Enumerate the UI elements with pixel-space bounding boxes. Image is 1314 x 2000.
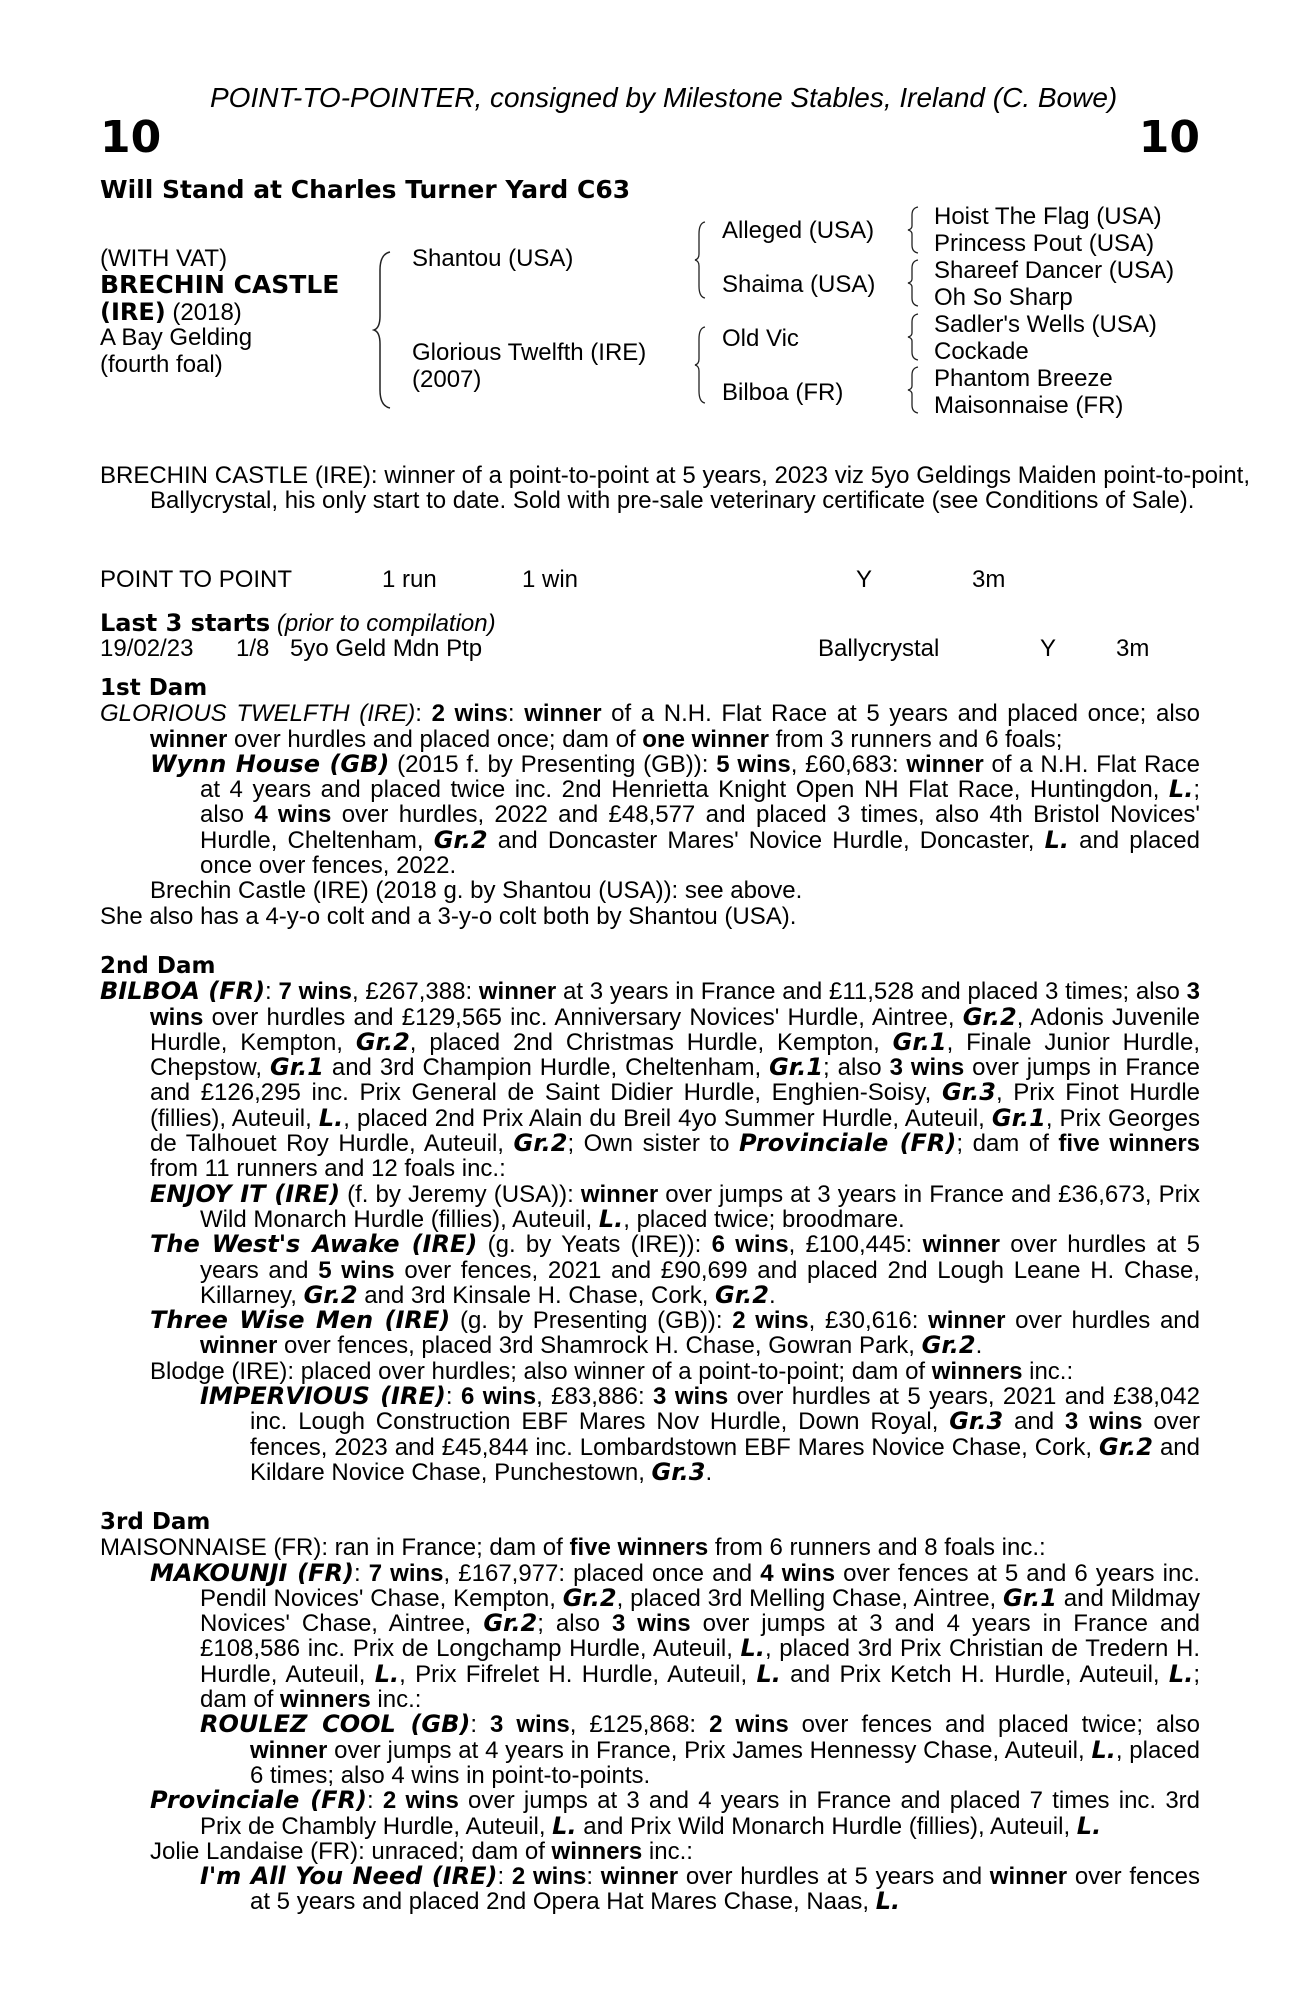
vat-label: (WITH VAT) [100, 245, 228, 272]
stand-location: Will Stand at Charles Turner Yard C63 [100, 175, 631, 204]
gen2-dam-sire: Old Vic [722, 325, 799, 352]
dam-year: (2007) [412, 366, 482, 393]
progeny-provinciale: Provinciale (FR): 2 wins over jumps at 3 and 4 years in France and placed 7 times inc. 3rd Prix de Chambly Hurdle, Auteuil, L. and Prix Wild Monarch Hurdle (fillies), Auteuil, L. [150, 1786, 1201, 1840]
progeny-jolie-landaise: Jolie Landaise (FR): unraced; dam of winners inc.: [150, 1837, 693, 1865]
start-going: Y [1040, 635, 1057, 662]
gen2-brace-top [693, 220, 707, 300]
lot-number-right: 10 [1138, 112, 1200, 163]
record-distance: 3m [972, 566, 1006, 593]
last-starts-heading: Last 3 starts (prior to compilation) [100, 609, 496, 637]
gen3-8: Maisonnaise (FR) [934, 392, 1124, 419]
first-dam-section [100, 676, 1200, 929]
gen2-dam-dam: Bilboa (FR) [722, 379, 844, 406]
second-dam-text: BILBOA (FR): 7 wins, £267,388: winner at 3 years in France and £11,528 and placed 3 times; also 3 wins over hurdles and £129,565 inc. Anniversary Novices' Hurdle, Aintree, Gr.2, Adonis Juvenile Hurdle, Kempton, Gr.2, placed 2nd Christmas Hurdle, Kempton, Gr.1, Finale Junior Hurdle, Chepstow, Gr.1 and 3rd Champion Hurdle, Cheltenham, Gr.1; also 3 wins over jumps in France and £126,295 inc. Prix General de Saint Didier Hurdle, Enghien-Soisy, Gr.3, Prix Finot Hurdle (fillies), Auteuil, L., placed 2nd Prix Alain du Breil 4yo Summer Hurdle, Auteuil, Gr.1, Prix Georges de Talhouet Roy Hurdle, Auteuil, Gr.2; Own sister to Provinciale (FR); dam of five winners from 11 runners and 12 foals inc.: [100, 977, 1201, 1183]
progeny-roulez-cool: ROULEZ COOL (GB): 3 wins, £125,868: 2 wins over fences and placed twice; also winner over jumps at 4 years in France, Prix James Hennessy Chase, Auteuil, L., placed 6 times; also 4 wins in point-to-points. [200, 1710, 1201, 1789]
gen2-brace-bottom [693, 325, 707, 405]
gen3-brace-3 [906, 312, 920, 362]
gen3-1: Hoist The Flag (USA) [934, 203, 1162, 230]
gen3-2: Princess Pout (USA) [934, 230, 1155, 257]
dam-name: Glorious Twelfth (IRE) [412, 339, 647, 366]
first-dam-text: GLORIOUS TWELFTH (IRE): 2 wins: winner of a N.H. Flat Race at 5 years and placed once; also winner over hurdles and placed once; dam of one winner from 3 runners and 6 foals; [100, 700, 1201, 753]
sire-name: Shantou (USA) [412, 245, 574, 272]
gen3-brace-2 [906, 258, 920, 308]
gen3-brace-1 [906, 205, 920, 255]
gen3-7: Phantom Breeze [934, 365, 1113, 392]
first-dam-note: She also has a 4-y-o colt and a 3-y-o colt both by Shantou (USA). [100, 902, 797, 930]
progeny-three-wise-men: Three Wise Men (IRE) (g. by Presenting (GB)): 2 wins, £30,616: winner over hurdles and winner over fences, placed 3rd Shamrock H. Chase, Gowran Park, Gr.2. [150, 1306, 1200, 1360]
gen2-sire-sire: Alleged (USA) [722, 217, 875, 244]
lot-number-left: 10 [100, 112, 162, 163]
progeny-makounji: MAKOUNJI (FR): 7 wins, £167,977: placed once and 4 wins over fences at 5 and 6 years inc. Pendil Novices' Chase, Kempton, Gr.2, placed 3rd Melling Chase, Aintree, Gr.1 and Mildmay Novices' Chase, Aintree, Gr.2; also 3 wins over jumps at 3 and 4 years in France and £108,586 inc. Prix de Longchamp Hurdle, Auteuil, L., placed 3rd Prix Christian de Tredern H. Hurdle, Auteuil, L., Prix Fifrelet H. Hurdle, Auteuil, L. and Prix Ketch H. Hurdle, Auteuil, L.; dam of winners inc.: [150, 1558, 1201, 1714]
foal-number: (fourth foal) [100, 351, 223, 378]
horse-summary: BRECHIN CASTLE (IRE): winner of a point-to-point at 5 years, 2023 viz 5yo Geldings Maiden point-to-point, Ballycrystal, his only start to date. Sold with pre-sale veterinary certificate (see Conditions of Sale). [100, 462, 1250, 515]
horse-name-line2: (IRE) (2018) [100, 298, 242, 326]
progeny-wests-awake: The West's Awake (IRE) (g. by Yeats (IRE)): 6 wins, £100,445: winner over hurdles at 5 years and 5 wins over fences, 2021 and £90,699 and placed 2nd Lough Leane H. Chase, Killarney, Gr.2 and 3rd Kinsale H. Chase, Cork, Gr.2. [150, 1230, 1201, 1309]
start-course: Ballycrystal [818, 635, 940, 662]
gen3-5: Sadler's Wells (USA) [934, 311, 1157, 338]
gen3-3: Shareef Dancer (USA) [934, 257, 1175, 284]
start-race: 5yo Geld Mdn Ptp [290, 635, 483, 662]
consignment-line: POINT-TO-POINTER, consigned by Milestone Stables, Ireland (C. Bowe) [210, 82, 1118, 113]
second-dam-section [100, 954, 1200, 1485]
progeny-impervious: IMPERVIOUS (IRE): 6 wins, £83,886: 3 wins over hurdles at 5 years, 2021 and £38,042 inc. Lough Construction EBF Mares Nov Hurdle, Down Royal, Gr.3 and 3 wins over fences, 2023 and £45,844 inc. Lombardstown EBF Mares Novice Chase, Cork, Gr.2 and Kildare Novice Chase, Punchestown, Gr.3. [200, 1382, 1201, 1486]
gen3-6: Cockade [934, 338, 1029, 365]
record-wins: 1 win [522, 566, 579, 593]
record-going: Y [856, 566, 873, 593]
record-runs: 1 run [382, 566, 437, 593]
third-dam-text: MAISONNAISE (FR): ran in France; dam of five winners from 6 runners and 8 foals inc.: [100, 1534, 1046, 1562]
pedigree-brace [372, 250, 392, 410]
horse-name: BRECHIN CASTLE [100, 270, 340, 299]
progeny-im-all-you-need: I'm All You Need (IRE): 2 wins: winner over hurdles at 5 years and winner over fences at 5 years and placed 2nd Opera Hat Mares Chase, Naas, L. [200, 1862, 1201, 1916]
third-dam-section [100, 1510, 1200, 1915]
record-label: POINT TO POINT [100, 566, 293, 593]
progeny-wynn-house: Wynn House (GB) (2015 f. by Presenting (GB)): 5 wins, £60,683: winner of a N.H. Flat Race at 4 years and placed twice inc. 2nd Henrietta Knight Open NH Flat Race, Huntingdon, L.; also 4 wins over hurdles, 2022 and £48,577 and placed 3 times, also 4th Bristol Novices' Hurdle, Cheltenham, Gr.2 and Doncaster Mares' Novice Hurdle, Doncaster, L. and placed once over fences, 2022. [150, 749, 1201, 880]
start-distance: 3m [1116, 635, 1150, 662]
first-dam-heading: 1st Dam [100, 675, 208, 701]
horse-description: A Bay Gelding [100, 324, 253, 351]
start-position: 1/8 [236, 635, 270, 662]
start-date: 19/02/23 [100, 635, 194, 662]
progeny-blodge: Blodge (IRE): placed over hurdles; also winner of a point-to-point; dam of winners inc.: [150, 1357, 1074, 1385]
third-dam-heading: 3rd Dam [100, 1509, 211, 1535]
gen3-4: Oh So Sharp [934, 284, 1073, 311]
progeny-brechin-castle: Brechin Castle (IRE) (2018 g. by Shantou (USA)): see above. [150, 877, 803, 905]
progeny-enjoy-it: ENJOY IT (IRE) (f. by Jeremy (USA)): winner over jumps at 3 years in France and £36,673, Prix Wild Monarch Hurdle (fillies), Auteuil, L., placed twice; broodmare. [150, 1179, 1201, 1233]
gen3-brace-4 [906, 365, 920, 415]
second-dam-heading: 2nd Dam [100, 953, 216, 979]
gen2-sire-dam: Shaima (USA) [722, 271, 876, 298]
